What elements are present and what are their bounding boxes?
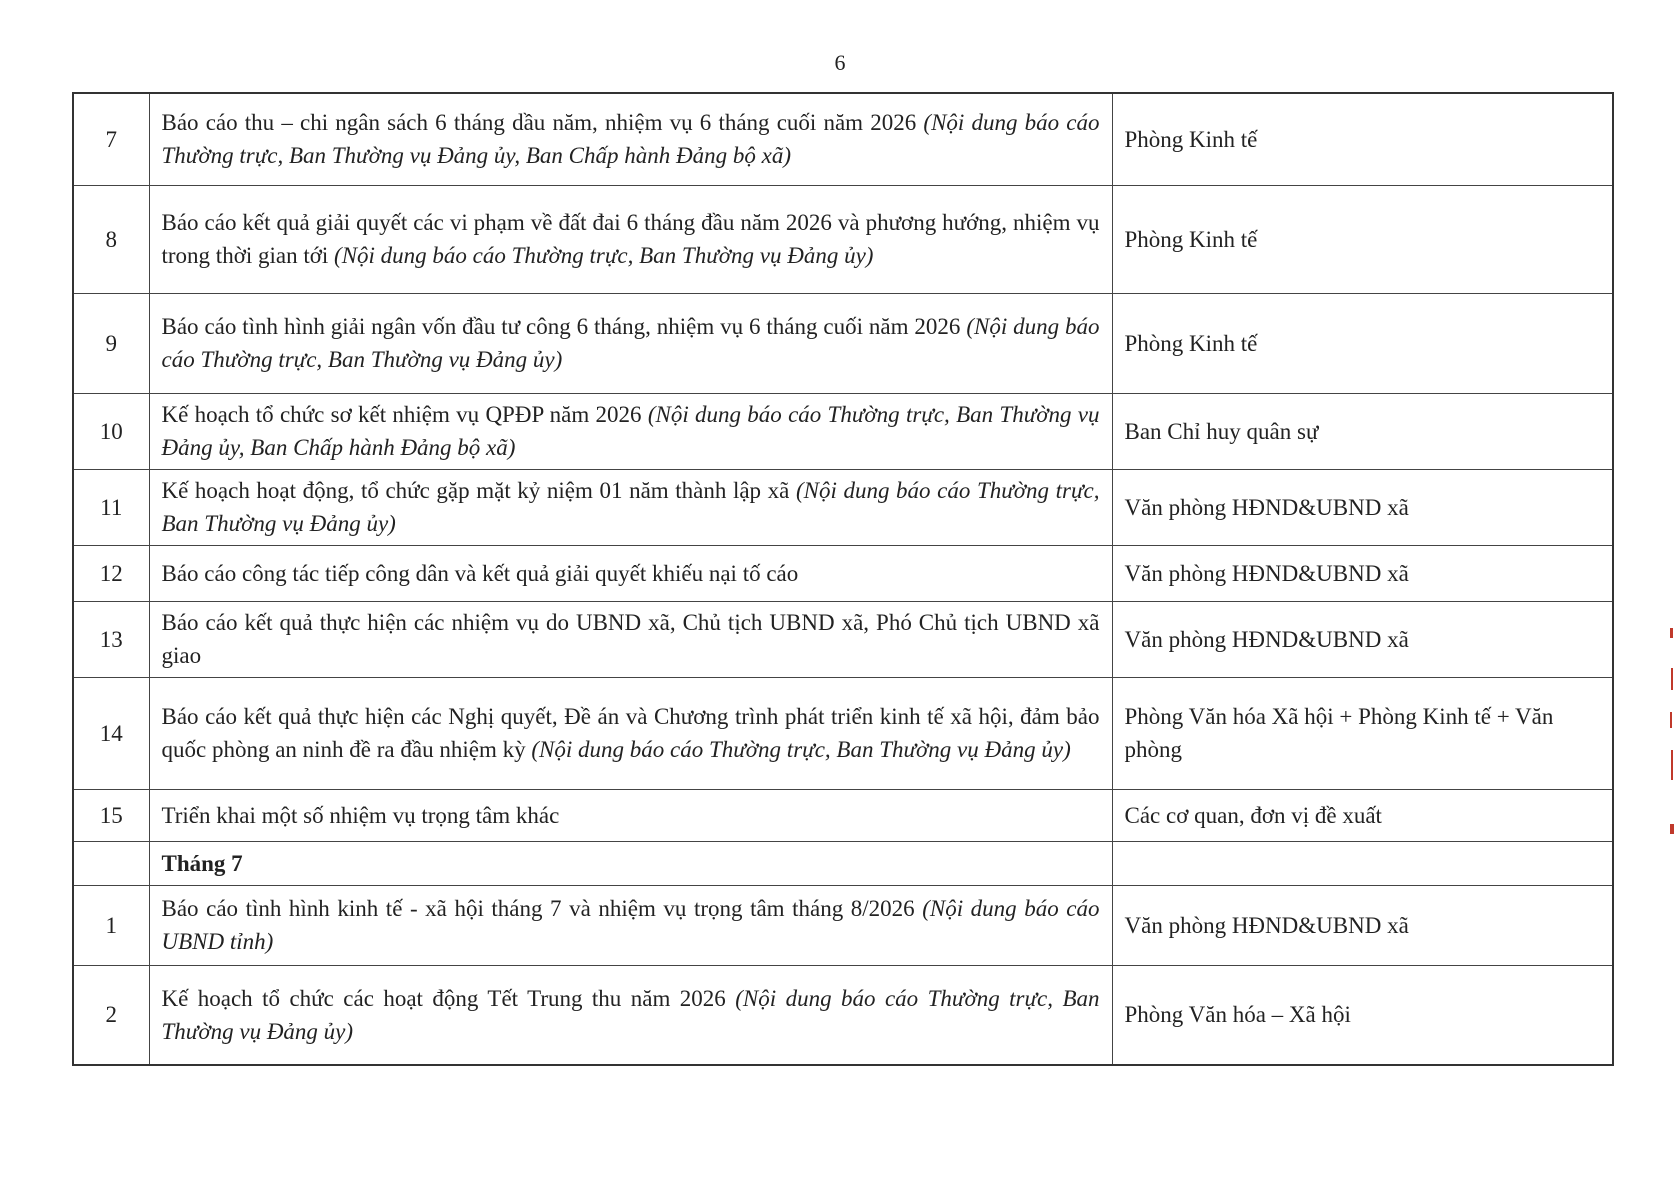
task-text: Báo cáo tình hình giải ngân vốn đầu tư công 6 tháng, nhiệm vụ 6 tháng cuối năm 2026	[161, 314, 961, 339]
task-text: Kế hoạch tổ chức các hoạt động Tết Trung thu năm 2026	[161, 985, 726, 1011]
task-content	[149, 885, 1112, 965]
table-row	[73, 789, 1613, 841]
responsible-unit: Phòng Kinh tế	[1112, 93, 1613, 185]
month-header: Tháng 7	[149, 841, 1112, 885]
responsible-unit: Văn phòng HĐND&UBND xã	[1112, 885, 1613, 965]
task-text: Triển khai một số nhiệm vụ trọng tâm khác	[161, 802, 560, 828]
task-note: (Nội dung báo cáo UBND tỉnh)	[161, 896, 1100, 954]
task-text: Báo cáo tình hình kinh tế - xã hội tháng 7 và nhiệm vụ trọng tâm tháng 8/2026	[161, 896, 915, 921]
task-content	[149, 789, 1112, 841]
responsible-unit: Văn phòng HĐND&UBND xã	[1112, 601, 1613, 677]
task-note: (Nội dung báo cáo Thường trực, Ban Thường vụ Đảng ủy)	[334, 243, 874, 268]
task-content	[149, 93, 1112, 185]
table-row	[73, 601, 1613, 677]
empty-cell	[73, 841, 149, 885]
month-header-row	[73, 841, 1613, 885]
table-row	[73, 469, 1613, 545]
task-note: (Nội dung báo cáo Thường trực, Ban Thường vụ Đảng ủy, Ban Chấp hành Đảng bộ xã)	[161, 110, 1100, 169]
table-row	[73, 885, 1613, 965]
task-text: Báo cáo thu – chi ngân sách 6 tháng dầu năm, nhiệm vụ 6 tháng cuối năm 2026	[161, 110, 917, 136]
row-number: 11	[73, 469, 149, 545]
task-content	[149, 469, 1112, 545]
task-table	[72, 92, 1614, 1066]
page-number: 6	[834, 50, 846, 75]
task-text: Báo cáo kết quả thực hiện các nhiệm vụ do UBND xã, Chủ tịch UBND xã, Phó Chủ tịch UBND xã giao	[161, 610, 1100, 668]
responsible-unit: Phòng Kinh tế	[1112, 293, 1613, 393]
table-row	[73, 677, 1613, 789]
task-table-body	[73, 93, 1613, 1065]
table-row	[73, 965, 1613, 1065]
responsible-unit: Phòng Văn hóa – Xã hội	[1112, 965, 1613, 1065]
row-number: 10	[73, 393, 149, 469]
empty-cell	[1112, 841, 1613, 885]
task-text: Báo cáo kết quả thực hiện các Nghị quyết, Đề án và Chương trình phát triển kinh tế xã hội, đảm bảo quốc phòng an ninh đề ra đầu nhiệm kỳ	[161, 704, 1100, 762]
table-row	[73, 185, 1613, 293]
responsible-unit: Ban Chỉ huy quân sự	[1112, 393, 1613, 469]
task-note: (Nội dung báo cáo Thường trực, Ban Thường vụ Đảng ủy)	[161, 314, 1100, 372]
task-text: Báo cáo kết quả giải quyết các vi phạm về đất đai 6 tháng đầu năm 2026 và phương hướng, nhiệm vụ trong thời gian tới	[161, 210, 1100, 268]
responsible-unit: Phòng Văn hóa Xã hội + Phòng Kinh tế + Văn phòng	[1112, 677, 1613, 789]
task-text: Kế hoạch hoạt động, tổ chức gặp mặt kỷ niệm 01 năm thành lập xã	[161, 478, 790, 503]
task-content	[149, 965, 1112, 1065]
task-content	[149, 601, 1112, 677]
row-number: 14	[73, 677, 149, 789]
row-number: 7	[73, 93, 149, 185]
responsible-unit: Phòng Kinh tế	[1112, 185, 1613, 293]
responsible-unit: Văn phòng HĐND&UBND xã	[1112, 545, 1613, 601]
responsible-unit: Các cơ quan, đơn vị đề xuất	[1112, 789, 1613, 841]
table-row	[73, 393, 1613, 469]
table-row	[73, 545, 1613, 601]
row-number: 9	[73, 293, 149, 393]
task-note: (Nội dung báo cáo Thường trực, Ban Thường vụ Đảng ủy, Ban Chấp hành Đảng bộ xã)	[161, 402, 1100, 460]
row-number: 15	[73, 789, 149, 841]
task-note: (Nội dung báo cáo Thường trực, Ban Thường vụ Đảng ủy)	[161, 985, 1100, 1044]
task-content	[149, 293, 1112, 393]
task-content	[149, 393, 1112, 469]
row-number: 13	[73, 601, 149, 677]
table-row	[73, 93, 1613, 185]
row-number: 2	[73, 965, 149, 1065]
task-text: Báo cáo công tác tiếp công dân và kết quả giải quyết khiếu nại tố cáo	[161, 560, 799, 586]
task-content	[149, 545, 1112, 601]
row-number: 8	[73, 185, 149, 293]
responsible-unit: Văn phòng HĐND&UBND xã	[1112, 469, 1613, 545]
task-note: (Nội dung báo cáo Thường trực, Ban Thường vụ Đảng ủy)	[531, 737, 1071, 762]
table-row	[73, 293, 1613, 393]
task-content	[149, 677, 1112, 789]
row-number: 12	[73, 545, 149, 601]
margin-stamp-mark	[1666, 628, 1676, 836]
row-number: 1	[73, 885, 149, 965]
task-content	[149, 185, 1112, 293]
task-text: Kế hoạch tổ chức sơ kết nhiệm vụ QPĐP năm 2026	[161, 402, 642, 427]
task-note: (Nội dung báo cáo Thường trực, Ban Thường vụ Đảng ủy)	[161, 478, 1100, 536]
